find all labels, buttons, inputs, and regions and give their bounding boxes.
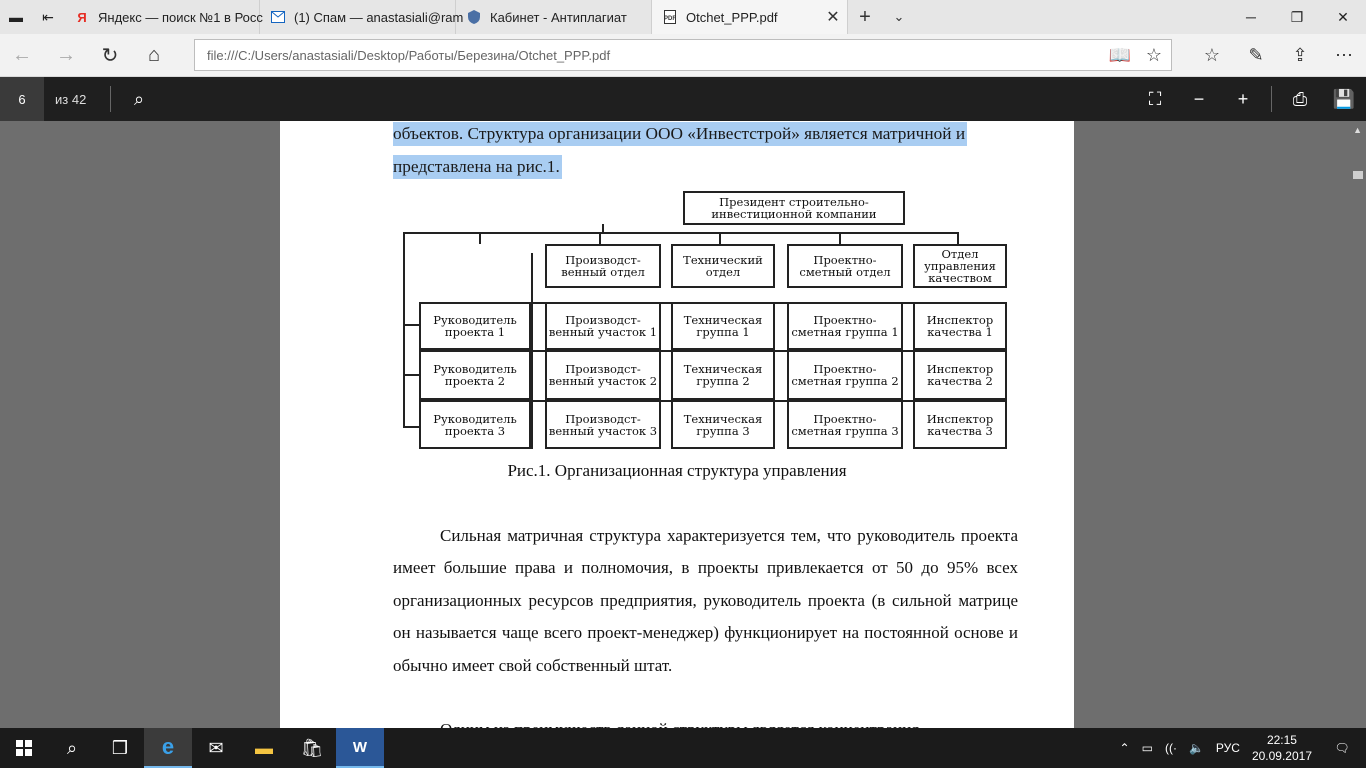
tab-bar — [0, 0, 1366, 34]
connector — [839, 232, 841, 244]
yandex-icon: Я — [77, 9, 87, 25]
connector — [403, 426, 419, 428]
close-window-icon[interactable]: ✕ — [1337, 8, 1349, 25]
edge-icon[interactable]: e — [144, 728, 192, 768]
divider — [110, 86, 111, 112]
pdf-page — [280, 121, 1074, 728]
scrollbar[interactable] — [1349, 121, 1366, 728]
store-icon[interactable]: 🛍 — [300, 737, 324, 758]
wifi-icon[interactable]: ((· — [1164, 741, 1177, 755]
home-icon[interactable]: ⌂ — [147, 43, 161, 66]
page-total: из 42 — [55, 91, 87, 107]
new-tab-icon[interactable]: + — [859, 5, 871, 28]
tab-antiplagiat[interactable] — [456, 0, 652, 34]
action-center-icon[interactable]: 🗨 — [1334, 741, 1350, 755]
org-chart — [403, 191, 1008, 449]
pdf-icon — [662, 9, 678, 25]
pdf-viewer[interactable] — [0, 121, 1366, 728]
cell-box: Производст-венный участок 3 — [545, 400, 661, 449]
cell-box: Техническая группа 1 — [671, 302, 775, 350]
zoom-out-icon[interactable]: − — [1193, 88, 1205, 109]
search-icon[interactable]: ⌕ — [133, 88, 145, 109]
connector — [403, 324, 419, 326]
connector — [602, 224, 604, 232]
scroll-thumb[interactable] — [1353, 171, 1363, 179]
pdf-toolbar — [0, 77, 1366, 121]
shield-icon — [466, 9, 482, 25]
body-paragraph: Сильная матричная структура характеризуется тем, что руководитель проекта имеет большие права и полномочия, в проекты привлекается от 50 до 95% всех организационных ресурсов предприятия, руководитель проекта (в сильной матрице он называется чаще всего проект-менеджер) функционирует на постоянной основе и обычно имеет свой собственный штат. — [393, 526, 1018, 675]
connector — [719, 232, 721, 244]
chevron-down-icon[interactable]: ⌄ — [893, 9, 905, 24]
forward-icon[interactable]: → — [56, 43, 76, 66]
favorite-star-icon[interactable]: ☆ — [1145, 44, 1163, 65]
mail-icon — [270, 9, 286, 25]
tab-title: (1) Спам — anastasiali@ram — [294, 9, 464, 25]
mail-app-icon[interactable]: ✉ — [208, 737, 224, 758]
navigation-bar — [0, 34, 1366, 77]
tab-mail[interactable] — [260, 0, 464, 34]
highlighted-text-line-2[interactable]: представлена на рис.1. — [393, 155, 562, 179]
president-box: Президент строительно-инвестиционной компании — [683, 191, 905, 225]
department-box: Отдел управления качеством — [913, 244, 1007, 288]
manager-box: Руководитель проекта 3 — [419, 400, 531, 449]
tab-title: Кабинет - Антиплагиат — [490, 9, 627, 25]
cell-box: Производст-венный участок 1 — [545, 302, 661, 350]
windows-start-icon[interactable] — [0, 728, 48, 768]
cell-box: Проектно-сметная группа 3 — [787, 400, 903, 449]
cell-box: Техническая группа 2 — [671, 350, 775, 400]
cell-box: Инспектор качества 3 — [913, 400, 1007, 449]
tab-title: Яндекс — поиск №1 в Росс — [98, 9, 263, 25]
refresh-icon[interactable]: ↻ — [101, 44, 119, 67]
department-box: Проектно-сметный отдел — [787, 244, 903, 288]
address-text: file:///C:/Users/anastasiali/Desktop/Работы/Березина/Otchet_PPP.pdf — [207, 47, 611, 63]
tab-list-icon[interactable]: ▬ — [9, 9, 23, 25]
more-icon[interactable]: ⋯ — [1335, 45, 1353, 65]
volume-icon[interactable]: 🔈 — [1188, 741, 1204, 755]
department-box: Производст-венный отдел — [545, 244, 661, 288]
connector — [403, 232, 405, 428]
tab-title: Otchet_PPP.pdf — [686, 9, 778, 25]
restore-icon[interactable]: ❐ — [1290, 8, 1304, 25]
svg-text:PDF: PDF — [664, 16, 676, 22]
back-icon[interactable]: ← — [12, 43, 32, 66]
connector — [403, 232, 959, 234]
highlighted-text-line-1[interactable]: объектов. Структура организации ООО «Инвестстрой» является матричной и — [393, 122, 967, 146]
clock[interactable] — [1246, 732, 1318, 764]
manager-box: Руководитель проекта 2 — [419, 350, 531, 400]
task-view-icon[interactable]: ❒ — [111, 737, 129, 758]
cell-box: Инспектор качества 2 — [913, 350, 1007, 400]
search-icon[interactable]: ⌕ — [66, 737, 78, 758]
cell-box: Производст-венный участок 2 — [545, 350, 661, 400]
divider — [1271, 86, 1272, 112]
cell-box: Проектно-сметная группа 1 — [787, 302, 903, 350]
manager-box: Руководитель проекта 1 — [419, 302, 531, 350]
connector — [403, 374, 419, 376]
language-indicator[interactable]: РУС — [1215, 741, 1240, 755]
connector — [599, 232, 601, 244]
share-icon[interactable]: ⇪ — [1292, 45, 1308, 65]
tab-yandex[interactable] — [64, 0, 263, 34]
minimize-icon[interactable]: ─ — [1246, 9, 1256, 25]
connector — [479, 232, 481, 244]
cell-box: Проектно-сметная группа 2 — [787, 350, 903, 400]
show-hidden-icons-icon[interactable]: ⌃ — [1119, 741, 1130, 755]
favorites-hub-icon[interactable]: ☆ — [1203, 45, 1221, 65]
connector — [957, 232, 959, 244]
fit-page-icon[interactable]: ⛶ — [1148, 88, 1162, 109]
taskbar — [0, 728, 1366, 768]
cell-box: Техническая группа 3 — [671, 400, 775, 449]
clock-date: 20.09.2017 — [1251, 749, 1312, 763]
set-tabs-aside-icon[interactable]: ⇤ — [42, 8, 54, 25]
file-explorer-icon[interactable]: ▬ — [255, 737, 273, 758]
figure-caption: Рис.1. Организационная структура управления — [507, 461, 847, 480]
clock-time: 22:15 — [1266, 733, 1297, 747]
battery-icon[interactable]: ▭ — [1141, 741, 1153, 755]
tab-pdf[interactable] — [652, 0, 848, 34]
scroll-up-icon[interactable]: ▲ — [1353, 125, 1362, 135]
department-box: Технический отдел — [671, 244, 775, 288]
cell-box: Инспектор качества 1 — [913, 302, 1007, 350]
web-note-icon[interactable]: ✎ — [1248, 45, 1264, 65]
save-icon[interactable]: 💾 — [1332, 88, 1356, 109]
print-icon[interactable]: ⎙ — [1292, 88, 1308, 109]
address-bar[interactable] — [194, 39, 1172, 71]
reading-view-icon[interactable]: 📖 — [1108, 44, 1132, 65]
close-tab-icon[interactable]: ✕ — [826, 9, 840, 26]
page-number-input[interactable]: 6 — [0, 77, 44, 121]
word-icon[interactable]: W — [336, 728, 384, 768]
zoom-in-icon[interactable]: + — [1237, 88, 1249, 109]
